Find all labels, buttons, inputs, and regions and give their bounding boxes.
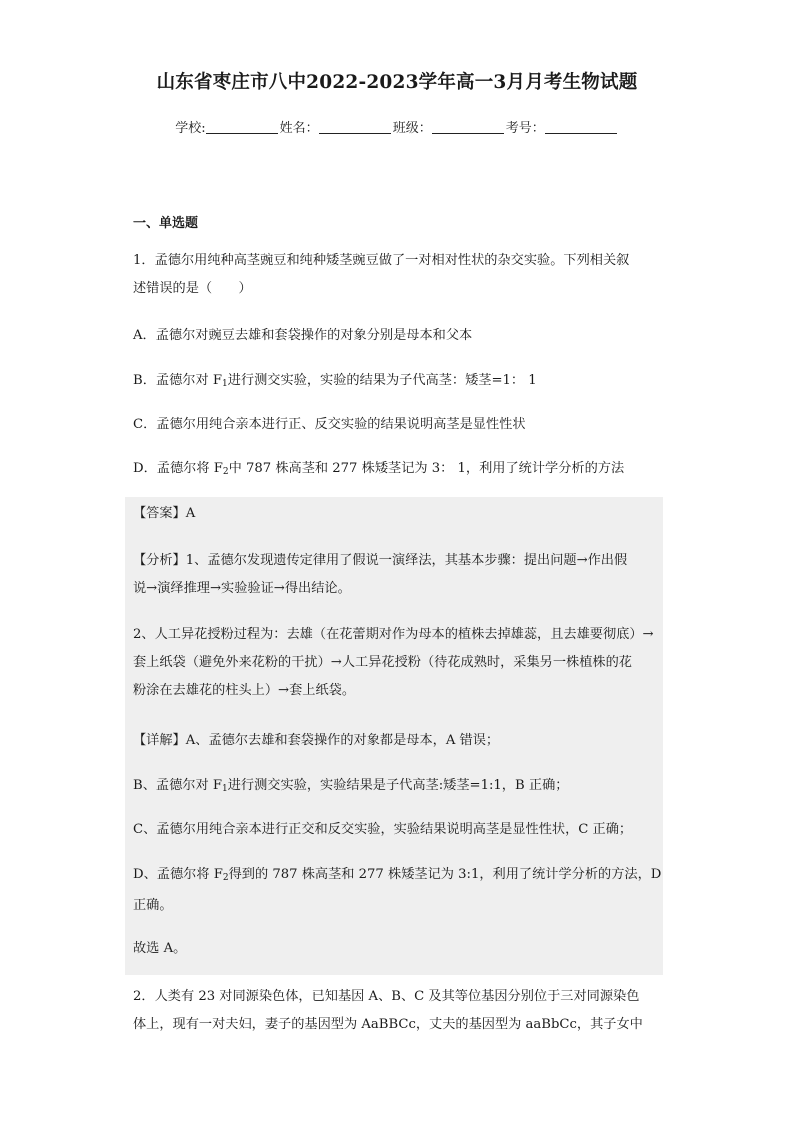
class-blank [432,121,504,134]
answer-line: 【答案】A [133,506,196,521]
detail-d: D、孟德尔将 $F_2$得到的 787 株高茎和 277 株矮茎记为 3:1，利用了统计学分析的方法，D 正确。 [133,867,662,913]
question-1 [133,247,663,303]
class-label: 班级： [392,121,432,136]
detail-c: C、孟德尔用纯合亲本进行正交和反交实验，实验结果说明高茎是显性性状，C 正确； [133,822,633,837]
name-label: 姓名： [279,121,319,136]
school-blank [206,121,278,134]
question-stem: 述错误的是（ ） [133,281,252,296]
option-c: C．孟德尔用纯合亲本进行正、反交实验的结果说明高茎是显性性状 [133,417,526,432]
student-info-line [0,117,794,136]
exam-no-blank [545,121,617,134]
page-title: 山东省枣庄市八中2022-2023学年高一3月月考生物试题 [156,72,638,93]
conclusion: 故选 A。 [133,941,187,956]
section-title: 一、单选题 [133,216,199,231]
option-d: D．孟德尔将 $F_2$中 787 株高茎和 277 株矮茎记为 3： 1，利用了统计学分析的方法 [133,461,625,477]
detail-b: B、孟德尔对 $F_1$进行测交实验，实验结果是子代高茎:矮茎=1:1，B 正确； [133,778,569,794]
question-2: 2．人类有 23 对同源染色体，已知基因 A、B、C 及其等位基因分别位于三对同源染色 体上，现有一对夫妇，妻子的基因型为 AaBBCc，丈夫的基因型为 aaBbCc，其子女中 [133,989,643,1032]
question-stem: 1．孟德尔用纯种高茎豌豆和纯种矮茎豌豆做了一对相对性状的杂交实验。下列相关叙 [133,253,630,268]
option-b: B．孟德尔对 $F_1$进行测交实验，实验的结果为子代高茎：矮茎=1： 1 [133,373,537,389]
name-blank [319,121,391,134]
analysis: 【分析】1、孟德尔发现遗传定律用了假说一演绎法，其基本步骤：提出问题→作出假 说→演绎推理→实验验证→得出结论。 [133,553,628,596]
option-a: A．孟德尔对豌豆去雄和套袋操作的对象分别是母本和父本 [133,328,473,343]
detail-a: 【详解】A、孟德尔去雄和套袋操作的对象都是母本，A 错误； [133,733,500,748]
school-label: 学校: [175,121,206,136]
exam-no-label: 考号： [505,121,545,136]
analysis-point-2: 2、人工异花授粉过程为：去雄（在花蕾期对作为母本的植株去掉雄蕊，且去雄要彻底）→ 套上纸袋（避免外来花粉的干扰）→人工异花授粉（待花成熟时，采集另一株植株的花 粉涂在去雄花的柱头上）→套上纸袋。 [133,627,654,698]
